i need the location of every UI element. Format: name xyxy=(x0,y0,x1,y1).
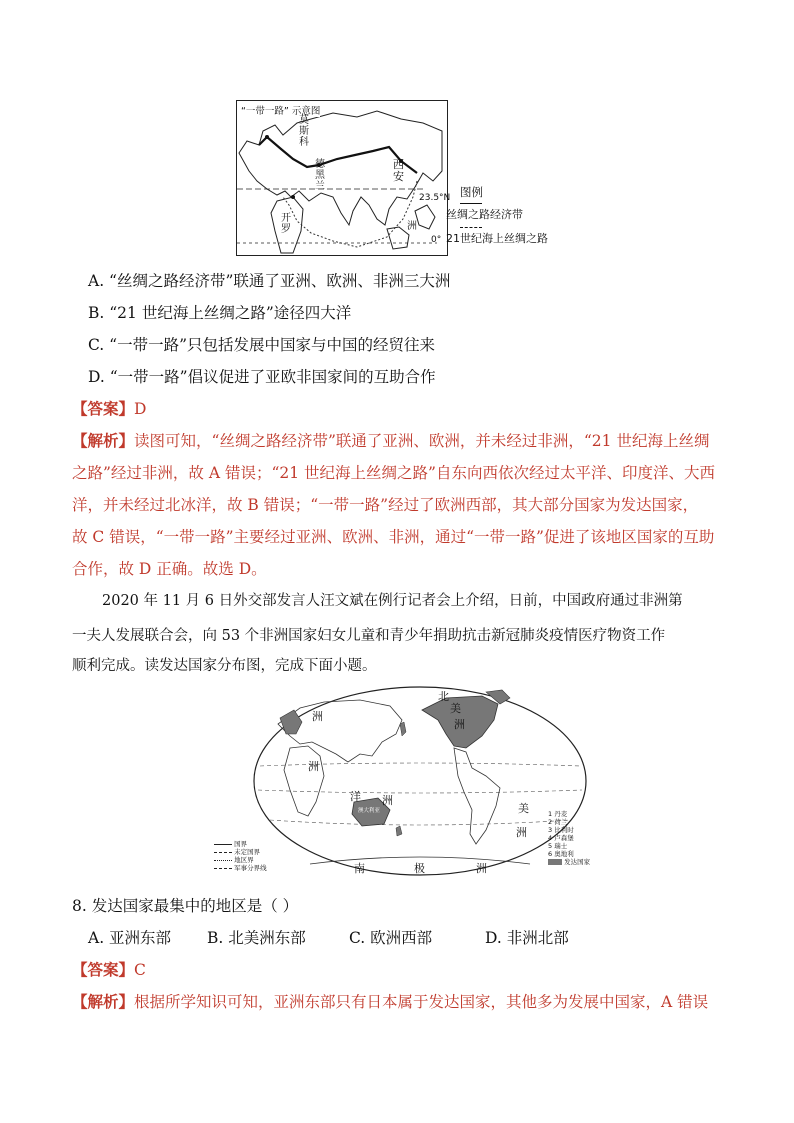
q7-analysis-line-5: 合作，故 D 正确。故选 D。 xyxy=(72,560,267,578)
map2-label-sa-1: 美 xyxy=(518,802,529,815)
map1-legend xyxy=(446,186,566,245)
answer-value: C xyxy=(134,961,146,979)
analysis-tag: 【解析】 xyxy=(72,431,135,450)
legend-sea-swatch xyxy=(460,227,482,228)
legend-title: 图例 xyxy=(460,185,483,199)
q8-stem: 8. 发达国家最集中的地区是（ ） xyxy=(72,897,299,915)
map2-label-na-3: 洲 xyxy=(454,718,465,731)
q7-option-d: D. “一带一路”倡议促进了亚欧非国家间的互助合作 xyxy=(88,368,436,386)
q7-analysis-line-3: 洋，并未经过北冰洋，故 B 错误；“一带一路”经过了欧洲西部，其大部分国家为发达国家， xyxy=(72,496,699,514)
legend-sea-label: 21世纪海上丝绸之路 xyxy=(446,232,548,245)
map1-label-zhou: 洲 xyxy=(407,221,417,232)
map2-label-ant-1: 南 xyxy=(354,862,365,875)
developed-swatch xyxy=(548,859,562,865)
map2-label-africa: 洲 xyxy=(308,760,319,773)
q8-analysis: 【解析】根据所学知识可知，亚洲东部只有日本属于发达国家，其他多为发展中国家，A 错误 xyxy=(72,992,709,1011)
map1-label-xian: 西 安 xyxy=(393,158,404,183)
q8-option-d: D. 非洲北部 xyxy=(485,929,569,947)
q8-option-c: C. 欧洲西部 xyxy=(349,929,433,947)
map2-label-na-2: 美 xyxy=(450,702,461,715)
map2-label-oceania-2: 洲 xyxy=(382,794,393,807)
map1-title: “一带一路” 示意图 xyxy=(241,103,320,117)
q7-answer xyxy=(72,399,146,419)
map2-label-oceania-1: 洋 xyxy=(350,790,361,803)
world-map-graphic xyxy=(250,684,590,878)
q8-option-b: B. 北美洲东部 xyxy=(207,929,306,947)
map2-country-legend: 1 丹麦 2 荷兰 3 比利时 4 卢森堡 5 瑞士 6 奥地利 发达国家 xyxy=(548,810,591,866)
legend-land-swatch xyxy=(460,203,482,204)
map1-label-equator: 0° xyxy=(431,235,442,245)
answer-tag: 【答案】 xyxy=(72,960,135,979)
map1-label-cairo: 开 罗 xyxy=(281,213,291,235)
q8-answer xyxy=(72,960,146,980)
passage-line-2: 一夫人发展联合会，向 53 个非洲国家妇女儿童和青少年捐助抗击新冠肺炎疫情医疗物资工作 xyxy=(72,628,666,644)
map1-label-tehran: 德 黑 兰 xyxy=(315,159,325,192)
q7-analysis-line-1: 【解析】读图可知，“丝绸之路经济带”联通了亚洲、欧洲，并未经过非洲，“21 世纪海上丝绸 xyxy=(72,431,710,450)
analysis-tag: 【解析】 xyxy=(72,992,135,1011)
q7-option-a: A. “丝绸之路经济带”联通了亚洲、欧洲、非洲三大洲 xyxy=(88,272,451,290)
passage-line-1: 2020 年 11 月 6 日外交部发言人汪文斌在例行记者会上介绍，日前，中国政府通过非洲第 xyxy=(102,593,683,609)
map2-label-ant-3: 洲 xyxy=(476,862,487,875)
q7-analysis-line-2: 之路”经过非洲，故 A 错误；“21 世纪海上丝绸之路”自东向西依次经过太平洋、印度洋、大西 xyxy=(72,464,715,482)
answer-value: D xyxy=(134,400,147,418)
map1-label-moscow: 莫 斯 科 xyxy=(299,115,309,148)
q7-option-b: B. “21 世纪海上丝绸之路”途径四大洋 xyxy=(88,304,352,322)
map2-label-europe: 洲 xyxy=(312,710,323,723)
map2-label-ant-2: 极 xyxy=(414,862,425,875)
answer-tag: 【答案】 xyxy=(72,399,135,418)
q8-option-a: A. 亚洲东部 xyxy=(88,929,172,947)
map1-label-lat: 23.5°N xyxy=(419,193,451,203)
passage-line-3: 顺利完成。读发达国家分布图，完成下面小题。 xyxy=(72,658,377,674)
map2-border-legend: 国界 未定国界 地区界 军事分界线 xyxy=(214,840,267,872)
map2-label-australia: 澳大利亚 xyxy=(358,808,381,814)
developed-countries-map xyxy=(250,684,590,878)
map2-label-na-1: 北 xyxy=(438,690,449,703)
legend-land-label: 丝绸之路经济带 xyxy=(446,208,523,221)
q7-option-c: C. “一带一路”只包括发展中国家与中国的经贸往来 xyxy=(88,336,436,354)
belt-road-map xyxy=(236,100,451,256)
map2-label-sa-2: 洲 xyxy=(516,826,527,839)
q7-analysis-line-4: 故 C 错误，“一带一路”主要经过亚洲、欧洲、非洲，通过“一带一路”促进了该地区国家的互助 xyxy=(72,528,715,546)
